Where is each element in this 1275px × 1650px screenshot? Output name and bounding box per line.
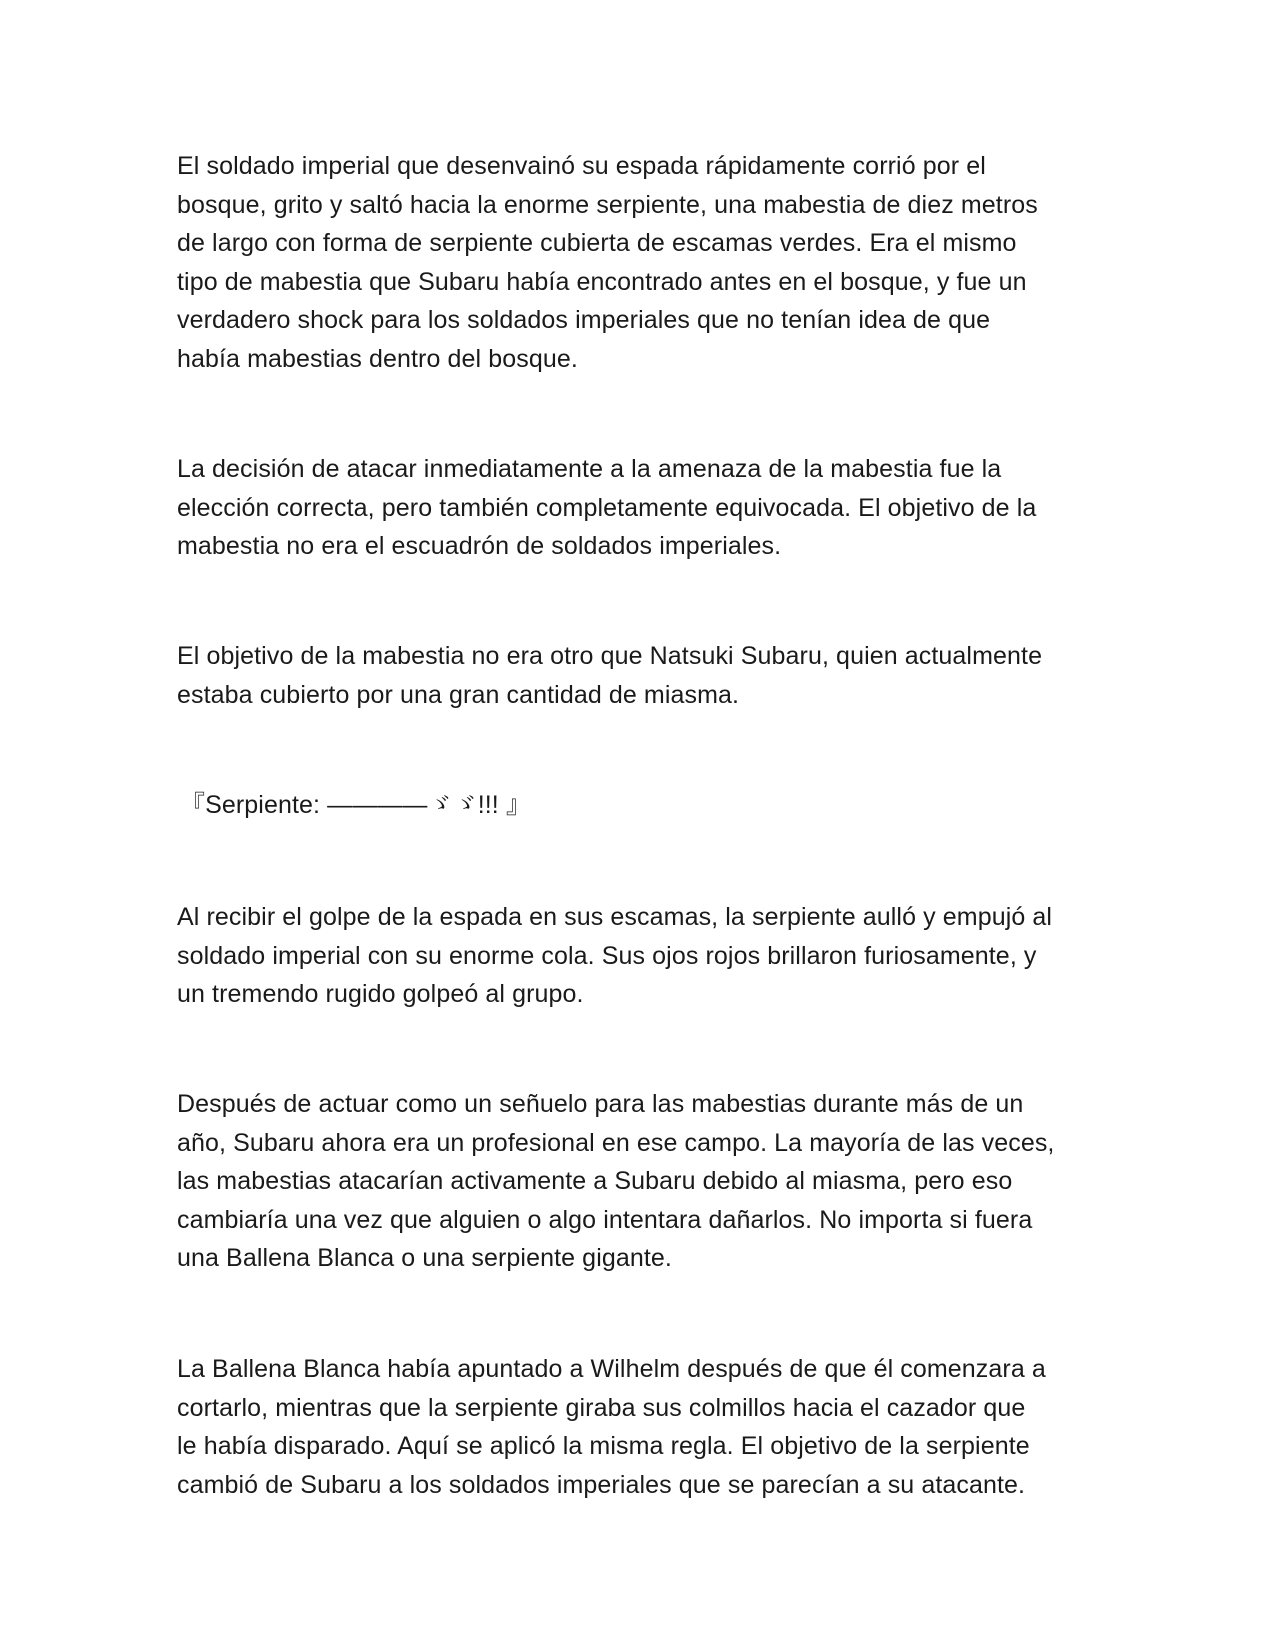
paragraph-2 [177,450,1107,566]
text-line: cambió de Subaru a los soldados imperiales que se parecían a su atacante. [177,1470,1026,1499]
text-line: cortarlo, mientras que la serpiente giraba sus colmillos hacia el cazador que [177,1393,1026,1422]
text-line: El objetivo de la mabestia no era otro que Natsuki Subaru, quien actualmente [177,642,1043,670]
text-line: El soldado imperial que desenvainó su espada rápidamente corrió por el [177,152,986,180]
text-line: las mabestias atacarían activamente a Subaru debido al miasma, pero eso [177,1167,1013,1195]
text-line: una Ballena Blanca o una serpiente gigante. [177,1244,672,1272]
text-line: Al recibir el golpe de la espada en sus escamas, la serpiente aulló y empujó al [177,903,1053,931]
text-line: soldado imperial con su enorme cola. Sus ojos rojos brillaron furiosamente, y [177,941,1037,970]
paragraph-3 [177,637,1107,714]
paragraph-7 [177,1350,1107,1504]
text-line: elección correcta, pero también completamente equivocada. El objetivo de la [177,493,1037,522]
text-line: un tremendo rugido golpeó al grupo. [177,980,584,1008]
text-line: 『Serpiente: ————ゞゞ!!! 』 [180,791,531,819]
text-line: de largo con forma de serpiente cubierta de escamas verdes. Era el mismo [177,229,1017,257]
paragraph-1 [177,147,1107,378]
text-line: estaba cubierto por una gran cantidad de miasma. [177,680,740,709]
paragraph-6 [177,1085,1107,1278]
text-line: tipo de mabestia que Subaru había encontrado antes en el bosque, y fue un [177,267,1027,296]
paragraph-5 [177,898,1107,1014]
text-line: La decisión de atacar inmediatamente a la amenaza de la mabestia fue la [177,455,1002,483]
text-line: año, Subaru ahora era un profesional en ese campo. La mayoría de las veces, [177,1128,1055,1157]
text-line: cambiaría una vez que alguien o algo intentara dañarlos. No importa si fuera [177,1205,1033,1234]
text-line: le había disparado. Aquí se aplicó la misma regla. El objetivo de la serpiente [177,1432,1030,1460]
text-line: La Ballena Blanca había apuntado a Wilhelm después de que él comenzara a [177,1355,1046,1383]
text-line: había mabestias dentro del bosque. [177,344,578,373]
dialogue-line [180,786,1110,825]
text-line: verdadero shock para los soldados imperiales que no tenían idea de que [177,306,991,334]
text-line: mabestia no era el escuadrón de soldados imperiales. [177,532,782,560]
text-line: Después de actuar como un señuelo para las mabestias durante más de un [177,1090,1024,1118]
text-line: bosque, grito y saltó hacia la enorme serpiente, una mabestia de diez metros [177,190,1038,219]
